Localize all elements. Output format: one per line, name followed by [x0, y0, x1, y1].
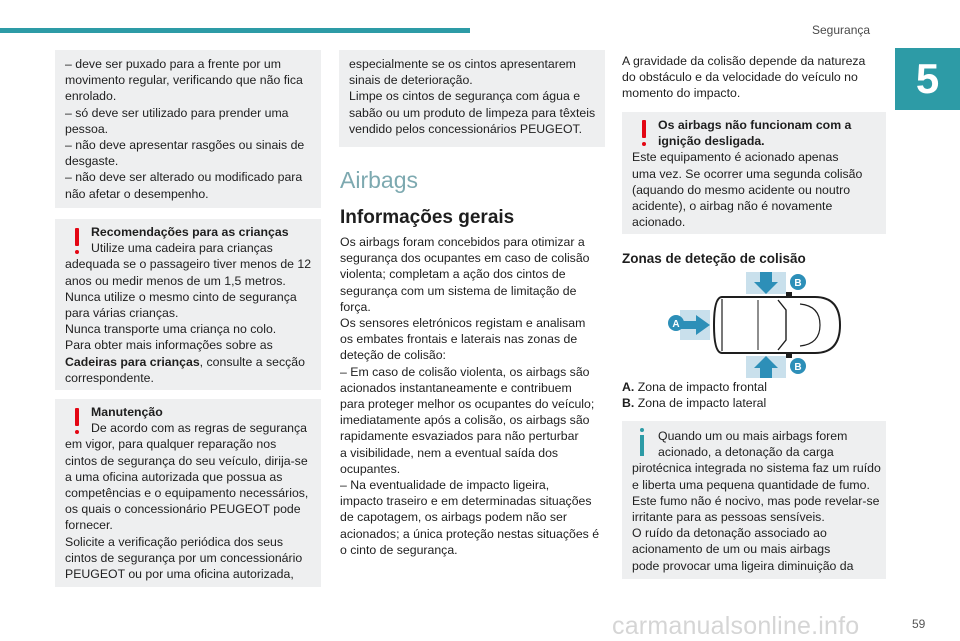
text-line: pode provocar uma ligeira diminuição da: [632, 558, 854, 573]
text-line: ocupantes.: [340, 461, 401, 476]
text-line: Nunca transporte uma criança no colo.: [65, 322, 277, 337]
text-line: PEUGEOT ou por uma oficina autorizada,: [65, 567, 294, 582]
text-line: do obstáculo e da velocidade do veículo no: [622, 70, 858, 85]
text-line: fornecer.: [65, 518, 113, 533]
text-line: Solicite a verificação periódica dos seus: [65, 534, 284, 549]
text-line: Nunca utilize o mesmo cinto de segurança: [65, 289, 297, 304]
text-line: impacto traseiro e em determinadas situações: [340, 494, 592, 509]
text-line: irritante para as pessoas sensíveis.: [632, 510, 825, 525]
section-heading: Airbags: [340, 167, 418, 193]
marker-b-bottom: [790, 358, 806, 374]
text-line: em vigor, para qualquer reparação nos: [65, 437, 277, 452]
text-line: os embates frontais e laterais nas zonas de: [340, 332, 578, 347]
legend-item: A. Zona de impacto frontal: [622, 380, 767, 394]
warning-title: Os airbags não funcionam com a: [658, 118, 852, 132]
warning-title: ignição desligada.: [658, 134, 765, 149]
watermark: carmanualsonline.info: [612, 612, 860, 640]
text-line: Quando um ou mais airbags forem: [658, 429, 848, 443]
text-line: uma vez. Se ocorrer uma segunda colisão: [632, 166, 863, 181]
svg-text:B: B: [794, 362, 802, 373]
text-line: acionado.: [632, 215, 686, 230]
text-line: segurança com um sistema de limitação de: [340, 283, 577, 298]
text-line: competências e o equipamento necessários,: [65, 486, 309, 501]
text-line: segurança dos ocupantes em caso de colisão: [340, 251, 590, 266]
text-line: cintos de segurança por um concessionário: [65, 550, 303, 565]
chapter-number: 5: [895, 48, 960, 110]
van-icon: [714, 292, 840, 358]
marker-b-top: [790, 274, 806, 290]
svg-text:B: B: [794, 278, 802, 289]
text-line: correspondente.: [65, 370, 154, 385]
ignition-warning-box: [622, 112, 886, 234]
text-line: não afetar o desempenho.: [65, 186, 209, 201]
belt-notes-box: [55, 50, 321, 208]
text-line: (aquando do mesmo acidente ou noutro: [632, 182, 851, 197]
text-line: Os airbags foram concebidos para otimizar a: [340, 235, 585, 249]
side-zone-arrows-bottom: [746, 356, 786, 378]
text-line: Utilize uma cadeira para crianças: [91, 241, 273, 256]
svg-text:A: A: [672, 319, 680, 330]
text-line: movimento regular, verificando que não fica: [65, 73, 303, 88]
text-line: e liberta uma pequena quantidade de fumo.: [632, 477, 870, 492]
belt-cleaning-box: [339, 50, 605, 147]
text-line: enrolado.: [65, 89, 117, 104]
warning-title: Recomendações para as crianças: [91, 225, 289, 239]
text-line: desgaste.: [65, 154, 119, 169]
text-line: anos ou medir menos de um 1,5 metros.: [65, 273, 286, 288]
text-line: a visibilidade, nem a eventual saída dos: [340, 445, 559, 460]
child-seat-reference: Cadeiras para crianças: [65, 354, 200, 369]
text-line: sabão ou um produto de limpeza para têxteis: [349, 105, 596, 120]
children-warning-box: [55, 219, 321, 390]
text-line: deteção de colisão:: [340, 348, 446, 363]
text-line: acionamento de um ou mais airbags: [632, 542, 831, 557]
text-line: – Na eventualidade de impacto ligeira,: [340, 478, 550, 493]
subsection-heading: Informações gerais: [340, 207, 515, 228]
marker-a: [668, 315, 684, 331]
text-line: acionado, a detonação da carga: [658, 445, 834, 460]
text-line: A gravidade da colisão depende da natureza: [622, 54, 866, 68]
text-line: pirotécnica integrada no sistema faz um ruído: [632, 461, 881, 476]
text-line: – não deve ser alterado ou modificado para: [65, 170, 303, 185]
text-line: Para obter mais informações sobre as: [65, 338, 273, 353]
legend-item: B. Zona de impacto lateral: [622, 396, 767, 411]
text-line: – não deve apresentar rasgões ou sinais de: [65, 138, 305, 153]
text-line: acidente), o airbag não é novamente: [632, 199, 833, 214]
text-line: – deve ser puxado para a frente por um: [65, 57, 282, 71]
text-line: violenta; completam a ação dos cintos de: [340, 267, 566, 282]
text-line: O ruído da detonação associado ao: [632, 526, 827, 541]
page-number: 59: [912, 617, 926, 631]
text-line: – Em caso de colisão violenta, os airbags são: [340, 364, 590, 379]
text-line: a uma oficina autorizada que possua as: [65, 469, 283, 484]
severity-text: [622, 53, 890, 102]
maintenance-warning-box: [55, 399, 321, 587]
text-line: para várias crianças.: [65, 306, 179, 321]
text-line: o cinto de segurança.: [340, 542, 458, 557]
general-info-text: [340, 234, 608, 558]
text-line: sinais de deterioração.: [349, 73, 473, 88]
text-line: momento do impacto.: [622, 86, 741, 101]
text-line: os quais o concessionário PEUGEOT pode: [65, 502, 301, 517]
frontal-zone-arrows: [680, 310, 710, 340]
section-title: Segurança: [812, 23, 871, 37]
subsection-heading: Zonas de deteção de colisão: [622, 251, 806, 266]
text-line: adequada se o passageiro tiver menos de 12: [65, 257, 312, 272]
text-line: rapidamente esvaziados para não perturbar: [340, 429, 579, 444]
pyrotechnic-info-box: [622, 421, 886, 579]
text-line: Os sensores eletrónicos registam e analisam: [340, 316, 586, 331]
text-line: força.: [340, 299, 371, 314]
warning-title: Manutenção: [91, 405, 163, 419]
text-line: Este equipamento é acionado apenas: [632, 150, 839, 165]
side-zone-arrows-top: [746, 272, 786, 294]
text-line: Cadeiras para crianças, consulte a secção: [65, 354, 305, 369]
text-line: imediatamente após a colisão, os airbags são: [340, 413, 590, 428]
text-line: pessoa.: [65, 121, 109, 136]
text-line: cintos de segurança do seu veículo, dirija-se: [65, 453, 308, 468]
diagram-legend: [622, 379, 890, 411]
collision-zones-diagram: [660, 270, 860, 380]
text-line: especialmente se os cintos apresentarem: [349, 57, 576, 71]
text-line: para proteger melhor os ocupantes do veículo;: [340, 397, 595, 412]
header-accent-bar: [0, 28, 470, 33]
text-line: vendido pelos concessionários PEUGEOT.: [349, 121, 583, 136]
text-line: acionados; a única proteção nestas situações é: [340, 526, 600, 541]
text-line: de capotagem, os airbags podem não ser: [340, 510, 567, 525]
text-line: – só deve ser utilizado para prender uma: [65, 105, 289, 120]
text-line: Este fumo não é nocivo, mas pode revelar-se: [632, 493, 880, 508]
text-line: De acordo com as regras de segurança: [91, 421, 307, 436]
text-line: acionados instantaneamente e contribuem: [340, 380, 572, 395]
text-line: Limpe os cintos de segurança com água e: [349, 89, 581, 104]
